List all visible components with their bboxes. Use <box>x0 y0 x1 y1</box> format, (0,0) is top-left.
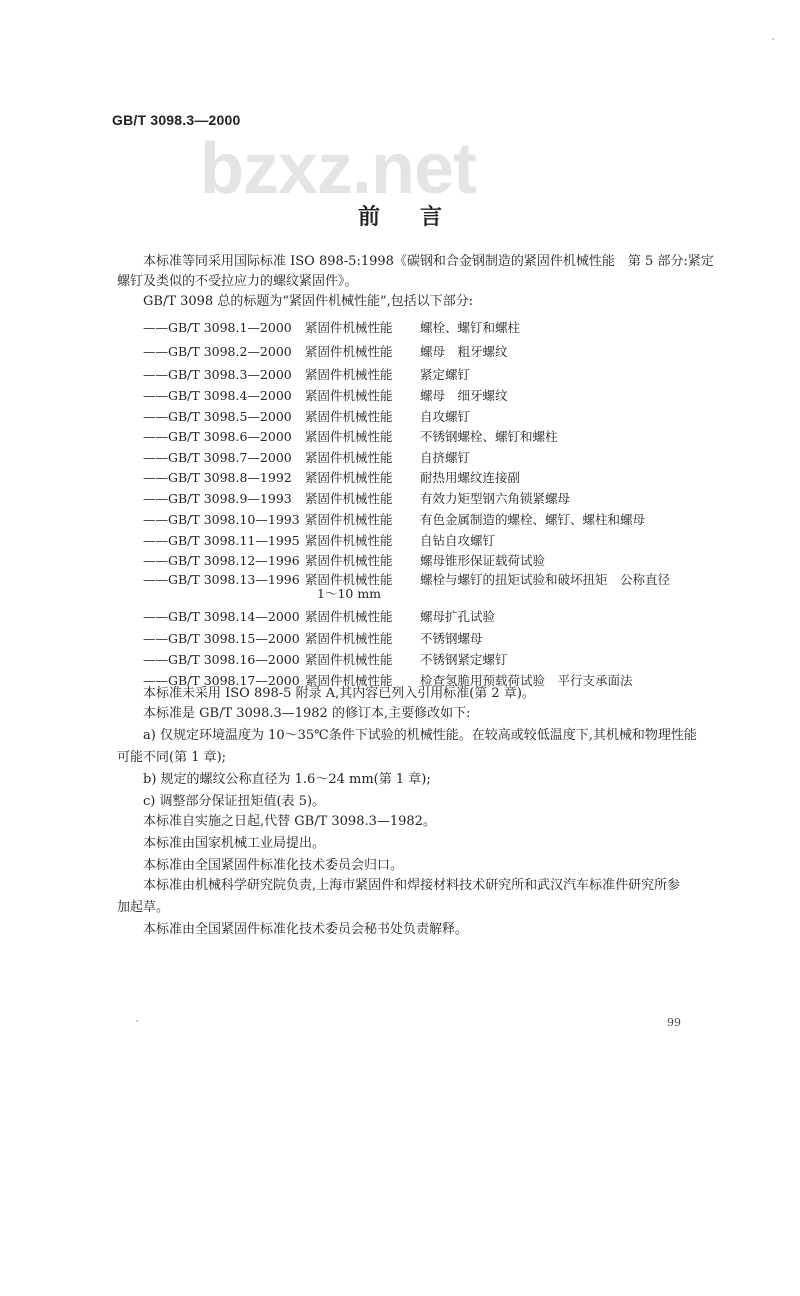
part-category: 紧固件机械性能 <box>305 320 393 335</box>
list-item <box>143 407 470 427</box>
part-code: ——GB/T 3098.4—2000 <box>143 388 292 403</box>
part-subtitle: 螺栓与螺钉的扭矩试验和破坏扭矩 公称直径 <box>420 572 671 587</box>
part-category: 紧固件机械性能 <box>305 344 393 359</box>
part-subtitle: 螺栓、螺钉和螺柱 <box>420 320 521 335</box>
part-subtitle: 螺母 粗牙螺纹 <box>420 344 508 359</box>
list-item <box>143 551 545 571</box>
part-code: ——GB/T 3098.11—1995 <box>143 533 300 548</box>
part-subtitle: 不锈钢螺母 <box>420 631 483 646</box>
part-code: ——GB/T 3098.15—2000 <box>143 631 300 646</box>
list-item <box>143 468 520 488</box>
part-code: ——GB/T 3098.6—2000 <box>143 429 292 444</box>
part-subtitle: 螺母扩孔试验 <box>420 609 496 624</box>
part-category: 紧固件机械性能 <box>305 673 393 688</box>
part-subtitle: 不锈钢紧定螺钉 <box>420 652 508 667</box>
list-item <box>143 427 558 447</box>
part-category: 紧固件机械性能 <box>305 512 393 527</box>
part-code: ——GB/T 3098.9—1993 <box>143 491 292 506</box>
part-subtitle: 有色金属制造的螺栓、螺钉、螺柱和螺母 <box>420 512 646 527</box>
list-item <box>143 365 470 385</box>
body-line-2: 本标准是 GB/T 3098.3—1982 的修订本,主要修改如下: <box>143 706 471 721</box>
page-title: 前言 <box>357 204 482 230</box>
body-line-7: 本标准由国家机械工业局提出。 <box>143 836 326 851</box>
part-code: ——GB/T 3098.16—2000 <box>143 652 300 667</box>
body-line-6: 本标准自实施之日起,代替 GB/T 3098.3—1982。 <box>143 814 436 829</box>
list-item <box>143 629 483 649</box>
body-line-5: c) 调整部分保证扭矩值(表 5)。 <box>143 794 326 809</box>
part-subtitle: 有效力矩型钢六角锁紧螺母 <box>420 491 571 506</box>
body-line-10: 本标准由全国紧固件标准化技术委员会秘书处负责解释。 <box>143 922 469 937</box>
part-category: 紧固件机械性能 <box>305 572 393 587</box>
intro-paragraph <box>117 252 720 312</box>
part-code: ——GB/T 3098.12—1996 <box>143 553 300 568</box>
part-category: 紧固件机械性能 <box>305 367 393 382</box>
list-item <box>143 531 495 551</box>
list-item <box>143 386 508 406</box>
part-category: 紧固件机械性能 <box>305 553 393 568</box>
part-subtitle: 自攻螺钉 <box>420 409 471 424</box>
part-code: ——GB/T 3098.1—2000 <box>143 320 292 335</box>
part-category: 紧固件机械性能 <box>305 429 393 444</box>
body-line-1: 本标准未采用 ISO 898-5 附录 A,其内容已列入引用标准(第 2 章)。 <box>143 686 535 701</box>
part-subtitle: 螺母 细牙螺纹 <box>420 388 508 403</box>
intro-p1: 本标准等同采用国际标准 ISO 898-5:1998《碳钢和合金钢制造的紧固件机械性能 第 5 部分:紧定螺钉及类似的不受拉应力的螺纹紧固件》。 <box>117 254 714 289</box>
part-category: 紧固件机械性能 <box>305 652 393 667</box>
part-code: ——GB/T 3098.8—1992 <box>143 470 292 485</box>
part-code: ——GB/T 3098.17—2000 <box>143 673 300 688</box>
part-code: ——GB/T 3098.3—2000 <box>143 367 292 382</box>
part-subtitle: 耐热用螺纹连接副 <box>420 470 521 485</box>
part-subtitle: 紧定螺钉 <box>420 367 471 382</box>
scan-speck <box>136 1020 138 1022</box>
part-code: ——GB/T 3098.13—1996 <box>143 572 300 587</box>
part-subtitle: 检查氢脆用预载荷试验 平行支承面法 <box>420 673 633 688</box>
list-item <box>143 607 495 627</box>
body-line-4: b) 规定的螺纹公称直径为 1.6～24 mm(第 1 章); <box>143 772 431 787</box>
body-line-8: 本标准由全国紧固件标准化技术委员会归口。 <box>143 858 404 873</box>
scan-speck <box>772 38 774 40</box>
list-item <box>143 510 645 530</box>
list-item <box>143 489 570 509</box>
part-subtitle: 螺母锥形保证载荷试验 <box>420 553 546 568</box>
part-code: ——GB/T 3098.14—2000 <box>143 609 300 624</box>
list-item <box>143 448 470 468</box>
part13-continuation: 1～10 mm <box>317 586 382 601</box>
part-category: 紧固件机械性能 <box>305 450 393 465</box>
part-subtitle: 自挤螺钉 <box>420 450 471 465</box>
body-line-9a: 本标准由机械科学研究院负责,上海市紧固件和焊接材料技术研究所和武汉汽车标准件研究所参 <box>143 878 681 893</box>
part-category: 紧固件机械性能 <box>305 470 393 485</box>
part-category: 紧固件机械性能 <box>305 609 393 624</box>
list-item <box>143 650 508 670</box>
part-category: 紧固件机械性能 <box>305 533 393 548</box>
list-item <box>143 318 520 338</box>
part-subtitle: 不锈钢螺栓、螺钉和螺柱 <box>420 429 558 444</box>
list-item <box>143 342 508 362</box>
body-line-3b: 可能不同(第 1 章); <box>117 750 227 765</box>
part-category: 紧固件机械性能 <box>305 631 393 646</box>
page-number: 99 <box>667 1016 681 1029</box>
part-code: ——GB/T 3098.5—2000 <box>143 409 292 424</box>
part-category: 紧固件机械性能 <box>305 491 393 506</box>
part-code: ——GB/T 3098.10—1993 <box>143 512 300 527</box>
intro-p2: GB/T 3098 总的标题为“紧固件机械性能”,包括以下部分: <box>143 294 474 309</box>
part-category: 紧固件机械性能 <box>305 388 393 403</box>
part-code: ——GB/T 3098.7—2000 <box>143 450 292 465</box>
watermark: bzxz.net <box>200 129 477 209</box>
part-subtitle: 自钻自攻螺钉 <box>420 533 496 548</box>
list-item <box>143 570 670 590</box>
part-code: ——GB/T 3098.2—2000 <box>143 344 292 359</box>
part-category: 紧固件机械性能 <box>305 409 393 424</box>
body-line-3a: a) 仅规定环境温度为 10～35℃条件下试验的机械性能。在较高或较低温度下,其机械和物理性能 <box>143 728 697 743</box>
document-code-header: GB/T 3098.3—2000 <box>112 112 241 128</box>
body-line-9b: 加起草。 <box>117 900 170 915</box>
